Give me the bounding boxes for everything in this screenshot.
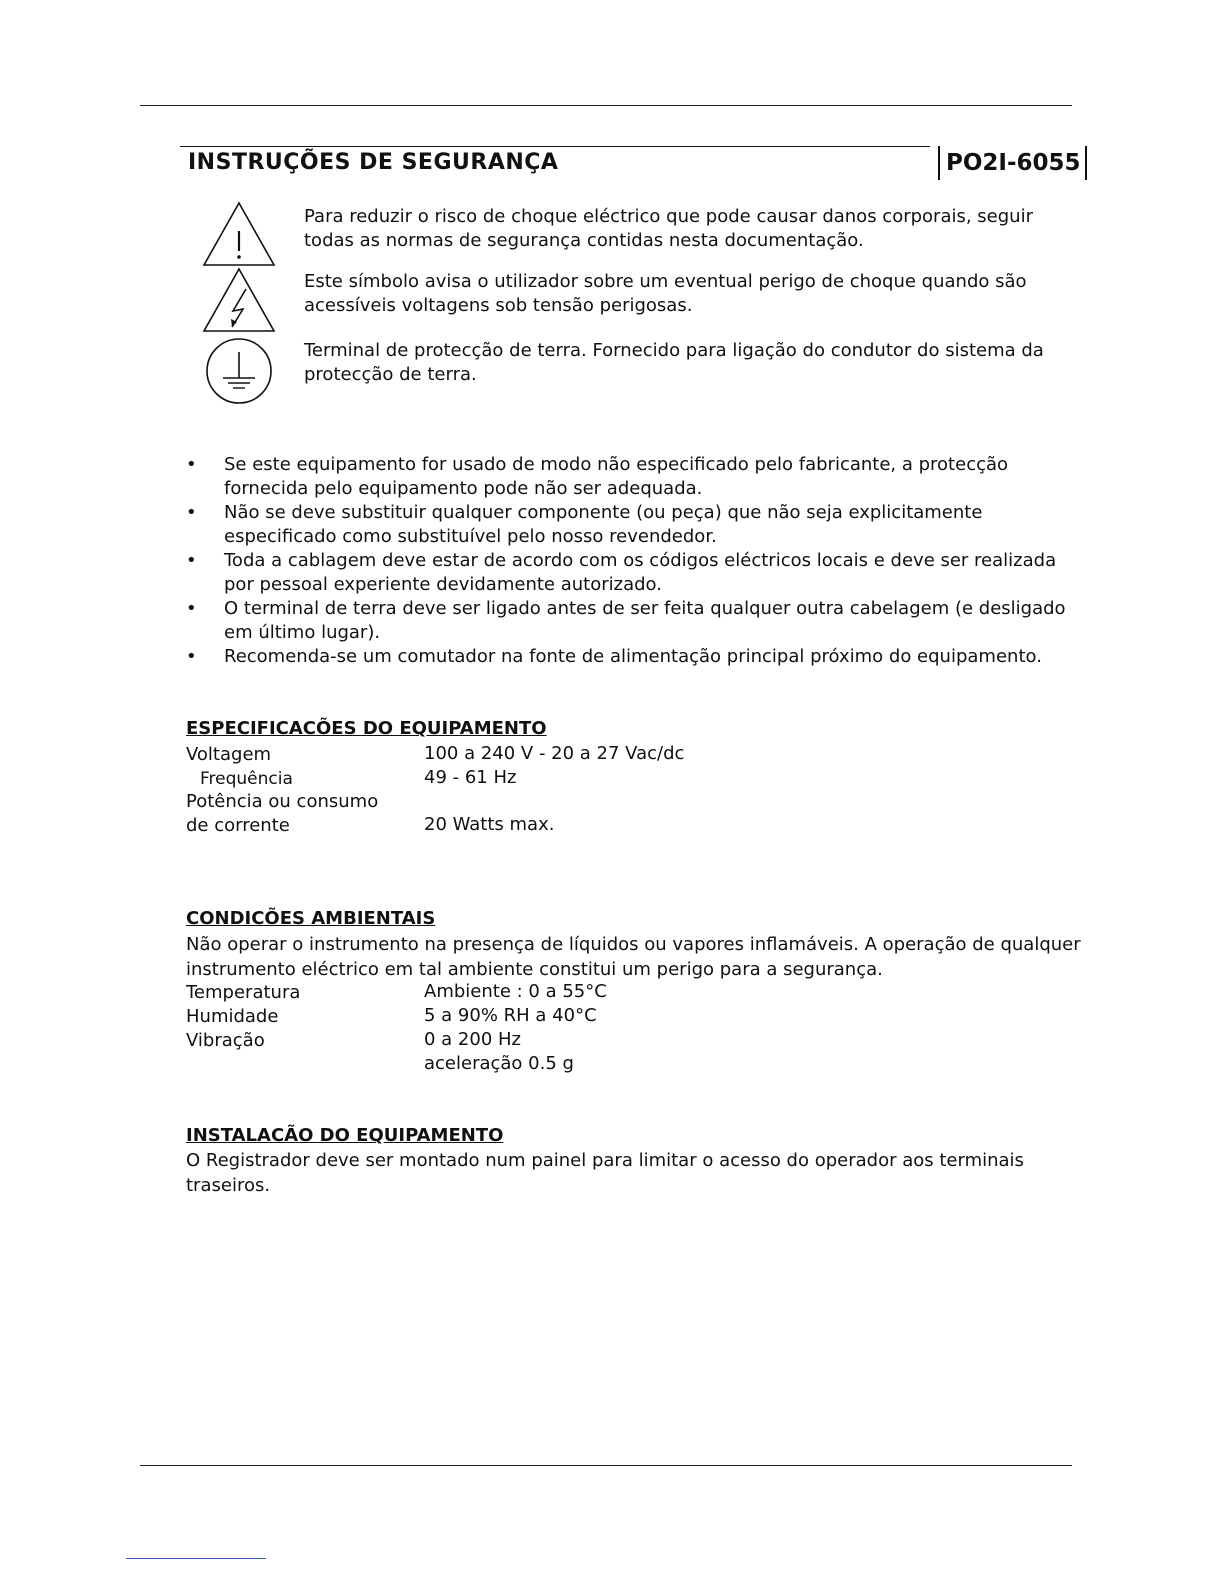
list-item: • O terminal de terra deve ser ligado antes de ser feita qualquer outra cabelagem (e desligado em último lugar).	[186, 597, 1086, 645]
electric-shock-warning-icon	[202, 267, 276, 333]
spec-value: 49 - 61 Hz	[424, 767, 517, 788]
specs-heading: ESPECIFICACÕES DO EQUIPAMENTO	[186, 718, 547, 739]
page-title: INSTRUÇÕES DE SEGURANÇA	[188, 150, 559, 175]
environment-text: Não operar o instrumento na presença de líquidos ou vapores inflamáveis. A operação de qualquer instrumento eléctrico em tal ambiente constitui um perigo para a segurança.	[186, 934, 1081, 980]
spec-label: de corrente	[186, 815, 290, 836]
bottom-rule	[140, 1465, 1072, 1466]
spec-label: Potência ou consumo	[186, 791, 379, 812]
env-label: Humidade	[186, 1006, 279, 1027]
environment-heading: CONDICÕES AMBIENTAIS	[186, 908, 436, 929]
installation-text: O Registrador deve ser montado num painel para limitar o acesso do operador aos terminais traseiros.	[186, 1150, 1024, 1196]
symbol-text-warning: Para reduzir o risco de choque eléctrico que pode causar danos corporais, seguir todas as normas de segurança contidas nesta documentação.	[304, 206, 1033, 251]
env-value: 5 a 90% RH a 40°C	[424, 1005, 597, 1026]
protective-earth-icon	[204, 336, 274, 406]
footer-link-underline	[126, 1558, 266, 1559]
title-overline	[180, 146, 930, 147]
env-value: Ambiente : 0 a 55°C	[424, 981, 607, 1002]
list-item: • Toda a cablagem deve estar de acordo com os códigos eléctricos locais e deve ser realizada por pessoal experiente devidamente autorizado.	[186, 549, 1086, 597]
list-item: • Recomenda-se um comutador na fonte de alimentação principal próximo do equipamento.	[186, 645, 1086, 669]
env-value: 0 a 200 Hz	[424, 1029, 521, 1050]
env-value: aceleração 0.5 g	[424, 1053, 574, 1074]
spec-value: 20 Watts max.	[424, 814, 555, 835]
spec-label: Frequência	[200, 769, 293, 789]
safety-bullet-list	[186, 453, 1086, 669]
warning-exclamation-icon	[202, 201, 276, 267]
spec-label: Voltagem	[186, 744, 272, 765]
installation-heading: INSTALACÃO DO EQUIPAMENTO	[186, 1125, 504, 1146]
document-code: PO2I-6055	[938, 146, 1087, 180]
symbol-text-earth: Terminal de protecção de terra. Fornecido para ligação do condutor do sistema da protecção de terra.	[304, 340, 1044, 385]
top-rule	[140, 105, 1072, 106]
symbol-text-shock: Este símbolo avisa o utilizador sobre um eventual perigo de choque quando são acessíveis voltagens sob tensão perigosas.	[304, 271, 1027, 316]
list-item: • Se este equipamento for usado de modo não especificado pelo fabricante, a protecção fornecida pelo equipamento pode não ser adequada.	[186, 453, 1086, 501]
env-label: Vibração	[186, 1030, 265, 1051]
spec-value: 100 a 240 V - 20 a 27 Vac/dc	[424, 743, 685, 764]
list-item: • Não se deve substituir qualquer componente (ou peça) que não seja explicitamente especificado como substituível pelo nosso revendedor.	[186, 501, 1086, 549]
env-label: Temperatura	[186, 982, 301, 1003]
